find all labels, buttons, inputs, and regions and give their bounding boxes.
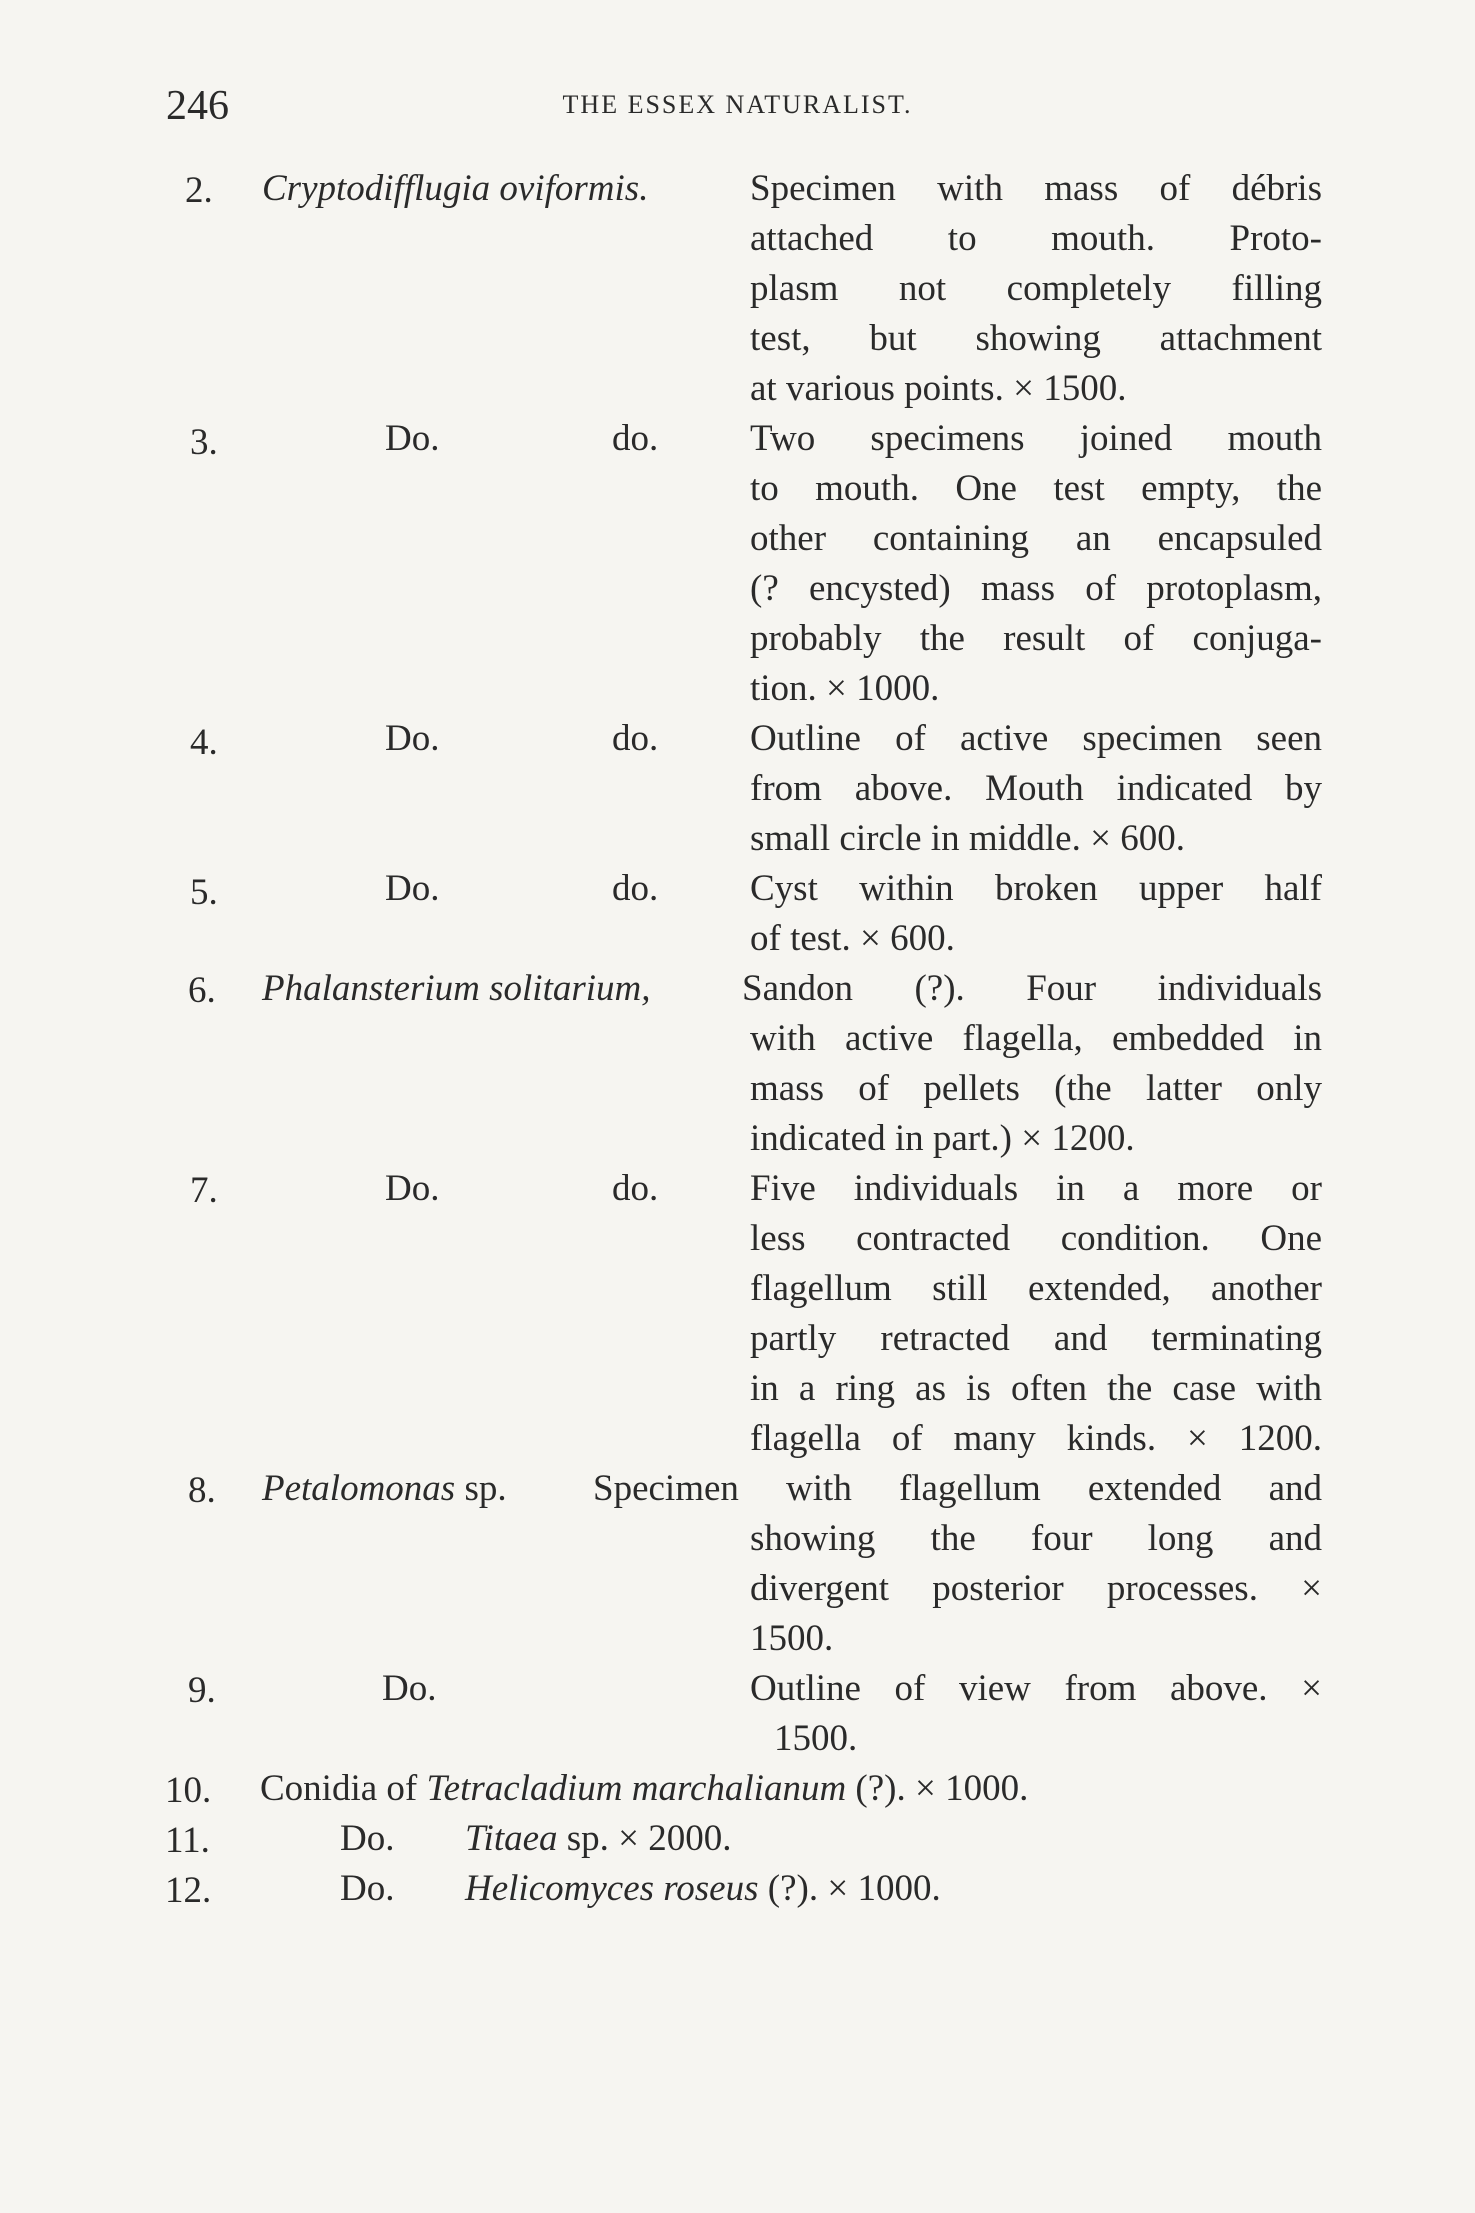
ditto-mark: do. (612, 418, 659, 459)
ditto-mark: Do. (385, 718, 440, 759)
document-page: 246 THE ESSEX NATURALIST. 2. Cryptodifflugia oviformis. Specimen with mass of débris attached to mouth. Proto- plasm not completely filling test, but showing attachment at various points. × 1500. 3. Do. do. Two specimens joined mouth to mouth. One test empty, the other containing an encapsuled (? encysted) mass of protoplasm, probably the result of conjuga- tion. × 1000. 4. Do. do. Outline of active specimen seen from above. Mouth indicated by small circle in middle. × 600. 5. Do. do. Cyst within broken upper half of test. × 600. 6. Phalansterium solitarium, Sandon (?). Four individuals with active flagella, embedded in mass of pellets (the latter only indicated in part.) × 1200. 7. Do. do. Five individuals in a more or less contracted condition. One flagellum still extended, another partly retracted and terminating in a ring as is often the case with flagella of many kinds. × 1200. 8. Petalomonas sp. Specimen with flagellum extended and showing the four long and divergent posterior processes. × 1500. 9. Do. Outline of view from above. × 1500. 10. Conidia of Tetracladium marchalianum (?). × 1000. 11. Do. Titaea sp. × 2000. 12. Do. Helicomyces roseus (?). × 1000. (0, 0, 1475, 2213)
species-name: Petalomonas sp. (262, 1468, 507, 1509)
ditto-mark: do. (612, 718, 659, 759)
ditto-mark: do. (612, 868, 659, 909)
ditto-mark: Do. (385, 418, 440, 459)
entry-number: 4. (190, 722, 218, 763)
entry-number: 2. (185, 170, 213, 211)
entry-description-first-line: Specimen with flagellum extended and (593, 1468, 1322, 1509)
entry-number: 12. (165, 1870, 212, 1911)
page-header (0, 82, 1475, 132)
species-name: Cryptodifflugia oviformis. (262, 168, 649, 209)
entry-number: 5. (190, 872, 218, 913)
entry-number: 9. (188, 1670, 216, 1711)
entry-number: 11. (165, 1820, 210, 1861)
entry-text: Helicomyces roseus (?). × 1000. (465, 1868, 941, 1909)
entry-text: Titaea sp. × 2000. (465, 1818, 732, 1859)
ditto-mark: do. (612, 1168, 659, 1209)
ditto-mark: Do. (385, 868, 440, 909)
entry-number: 7. (190, 1170, 218, 1211)
page-number: 246 (166, 83, 229, 129)
entry-number: 8. (188, 1470, 216, 1511)
entry-text: Conidia of Tetracladium marchalianum (?). × 1000. (260, 1768, 1029, 1809)
entry-number: 6. (188, 970, 216, 1011)
ditto-mark: Do. (382, 1668, 437, 1709)
entry-number: 10. (165, 1770, 212, 1811)
entry-number: 3. (190, 422, 218, 463)
ditto-mark: Do. (385, 1168, 440, 1209)
ditto-mark: Do. (340, 1818, 395, 1859)
ditto-mark: Do. (340, 1868, 395, 1909)
species-name: Phalansterium solitarium, (262, 968, 651, 1009)
running-title: THE ESSEX NATURALIST. (562, 90, 913, 119)
